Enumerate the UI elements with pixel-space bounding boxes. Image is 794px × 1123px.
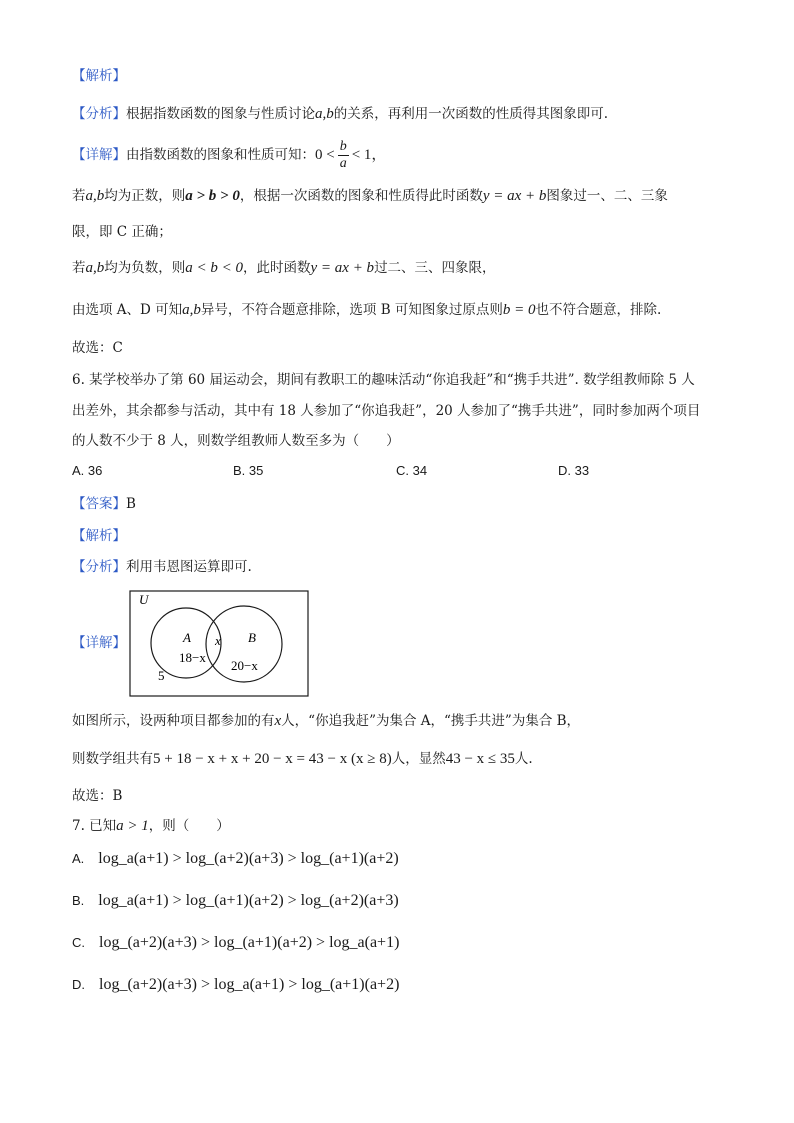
explain2-text-c: 人. bbox=[514, 751, 533, 767]
q6-line2: 出差外，其余都参与活动，其中有 18 人参加了“你追我赶”，20 人参加了“携手共进”，同时参加两个项目 bbox=[72, 403, 701, 419]
q6-option-d: D. 33 bbox=[558, 463, 590, 478]
explain-line-1 bbox=[72, 711, 580, 731]
q7-option-b bbox=[72, 892, 399, 910]
analysis-text-b: 的关系，再利用一次函数的性质得其图象即可. bbox=[333, 106, 609, 122]
case2-text-a: 若 bbox=[72, 260, 86, 276]
q6-option-c: C. 34 bbox=[396, 463, 428, 478]
analysis-text-2: 利用韦恩图运算即可. bbox=[126, 559, 252, 575]
exclude-text-c: 也不符合题意，排除. bbox=[535, 302, 662, 318]
venn-diagram bbox=[129, 590, 309, 698]
case1-text-b: 均为正数，则 bbox=[104, 188, 186, 204]
q7-text-b: ，则（ ） bbox=[148, 818, 230, 834]
q7-option-b-expr: log_a(a+1) > log_(a+1)(a+2) > log_(a+2)(a+3) bbox=[98, 892, 399, 909]
venn-universe-label: U bbox=[139, 592, 149, 607]
q7-option-d-label: D. bbox=[72, 977, 85, 992]
q7-line bbox=[72, 816, 230, 836]
ineq-left: 0 < bbox=[315, 147, 335, 163]
q6-option-a: A. 36 bbox=[72, 463, 103, 478]
vars-ab: a,b bbox=[315, 106, 334, 122]
case1-ineq: a > b > 0 bbox=[185, 188, 240, 204]
q7-text-a: 7. 已知 bbox=[72, 818, 117, 834]
venn-b-only-label: 20−x bbox=[231, 658, 258, 673]
q6-option-b: B. 35 bbox=[233, 463, 264, 478]
case2-text-c: ，此时函数 bbox=[243, 260, 311, 276]
venn-outside-label: 5 bbox=[158, 668, 165, 683]
case1-line1 bbox=[72, 186, 668, 206]
explain2-text-a: 则数学组共有 bbox=[72, 751, 153, 767]
detail-text: 由指数函数的图象和性质可知： bbox=[126, 147, 315, 163]
explain1-text-a: 如图所示，设两种项目都参加的有 bbox=[72, 713, 275, 729]
detail-tag: 【详解】 bbox=[72, 147, 126, 163]
explain2-expr2: 43 − x ≤ 35 bbox=[445, 751, 515, 767]
q7-option-c-label: C. bbox=[72, 935, 85, 950]
explain-line-2 bbox=[72, 749, 533, 769]
venn-set-b-label: B bbox=[248, 630, 256, 645]
q7-option-c bbox=[72, 934, 399, 952]
analysis-heading-2: 【解析】 bbox=[72, 528, 126, 544]
q7-option-d-expr: log_(a+2)(a+3) > log_a(a+1) > log_(a+1)(a+2) bbox=[99, 976, 400, 993]
fraction-numerator: b bbox=[339, 139, 347, 154]
answer-value: B bbox=[126, 496, 136, 512]
explain1-text-b: 人，“你追我赶”为集合 A，“携手共进”为集合 B， bbox=[281, 713, 581, 729]
q7-cond: a > 1 bbox=[116, 818, 149, 834]
venn-intersection-label: x bbox=[215, 633, 221, 648]
fraction-b-over-a bbox=[338, 139, 349, 172]
analysis-text-a: 根据指数函数的图象与性质讨论 bbox=[126, 106, 315, 122]
case1-text-c: ，根据一次函数的图象和性质得此时函数 bbox=[239, 188, 483, 204]
q7-option-c-expr: log_(a+2)(a+3) > log_(a+1)(a+2) > log_a(a+1) bbox=[99, 934, 400, 951]
case2-func: y = ax + b bbox=[310, 260, 375, 276]
case1-text-a: 若 bbox=[72, 188, 86, 204]
analysis-tag-2: 【分析】 bbox=[72, 559, 126, 575]
exclude-text-a: 由选项 A、D 可知 bbox=[72, 302, 183, 318]
analysis-tag: 【分析】 bbox=[72, 106, 126, 122]
venn-a-only-label: 18−x bbox=[179, 650, 206, 665]
q7-option-b-label: B. bbox=[72, 893, 85, 908]
case2-line bbox=[72, 258, 496, 278]
q7-option-a bbox=[72, 850, 399, 868]
case1-vars: a,b bbox=[85, 188, 105, 204]
answer-tag: 【答案】 bbox=[72, 496, 126, 512]
exclude-vars: a,b bbox=[182, 302, 201, 318]
q7-option-a-label: A. bbox=[72, 851, 85, 866]
explain2-expr: 5 + 18 − x + x + 20 − x = 43 − x (x ≥ 8) bbox=[153, 751, 392, 767]
case2-text-b: 均为负数，则 bbox=[104, 260, 186, 276]
fraction-denominator: a bbox=[339, 156, 347, 171]
exclude-eq: b = 0 bbox=[502, 302, 536, 318]
detail-tag-2: 【详解】 bbox=[72, 635, 126, 651]
answer-b-line: 故选：B bbox=[72, 788, 123, 804]
q6-line3: 的人数不少于 8 人，则数学组教师人数至多为（ ） bbox=[72, 433, 400, 449]
case2-ineq: a < b < 0 bbox=[185, 260, 243, 276]
q7-option-d bbox=[72, 976, 399, 994]
case2-vars: a,b bbox=[85, 260, 105, 276]
explain2-text-b: 人，显然 bbox=[391, 751, 446, 767]
exclude-line bbox=[72, 300, 661, 320]
q6-line1: 6. 某学校举办了第 60 届运动会，期间有教职工的趣味活动“你追我赶”和“携手共进”. 数学组教师除 5 人 bbox=[72, 372, 695, 388]
exclude-text-b: 异号，不符合题意排除，选项 B 可知图象过原点则 bbox=[200, 302, 503, 318]
ineq-right: < 1， bbox=[351, 147, 387, 163]
case1-text-d: 图象过一、二、三象 bbox=[546, 188, 668, 204]
answer-line bbox=[72, 494, 136, 514]
analysis-line-2 bbox=[72, 557, 252, 577]
detail-line-1 bbox=[72, 138, 386, 172]
explain1-var: x bbox=[274, 713, 282, 729]
case1-line2: 限，即 C 正确； bbox=[72, 224, 172, 240]
case2-text-d: 过二、三、四象限， bbox=[374, 260, 496, 276]
analysis-line-1 bbox=[72, 104, 608, 124]
q7-option-a-expr: log_a(a+1) > log_(a+2)(a+3) > log_(a+1)(a+2) bbox=[98, 850, 399, 867]
venn-set-a-label: A bbox=[183, 630, 191, 645]
answer-c-line: 故选：C bbox=[72, 340, 123, 356]
analysis-heading-1: 【解析】 bbox=[72, 68, 126, 84]
case1-func: y = ax + b bbox=[482, 188, 547, 204]
